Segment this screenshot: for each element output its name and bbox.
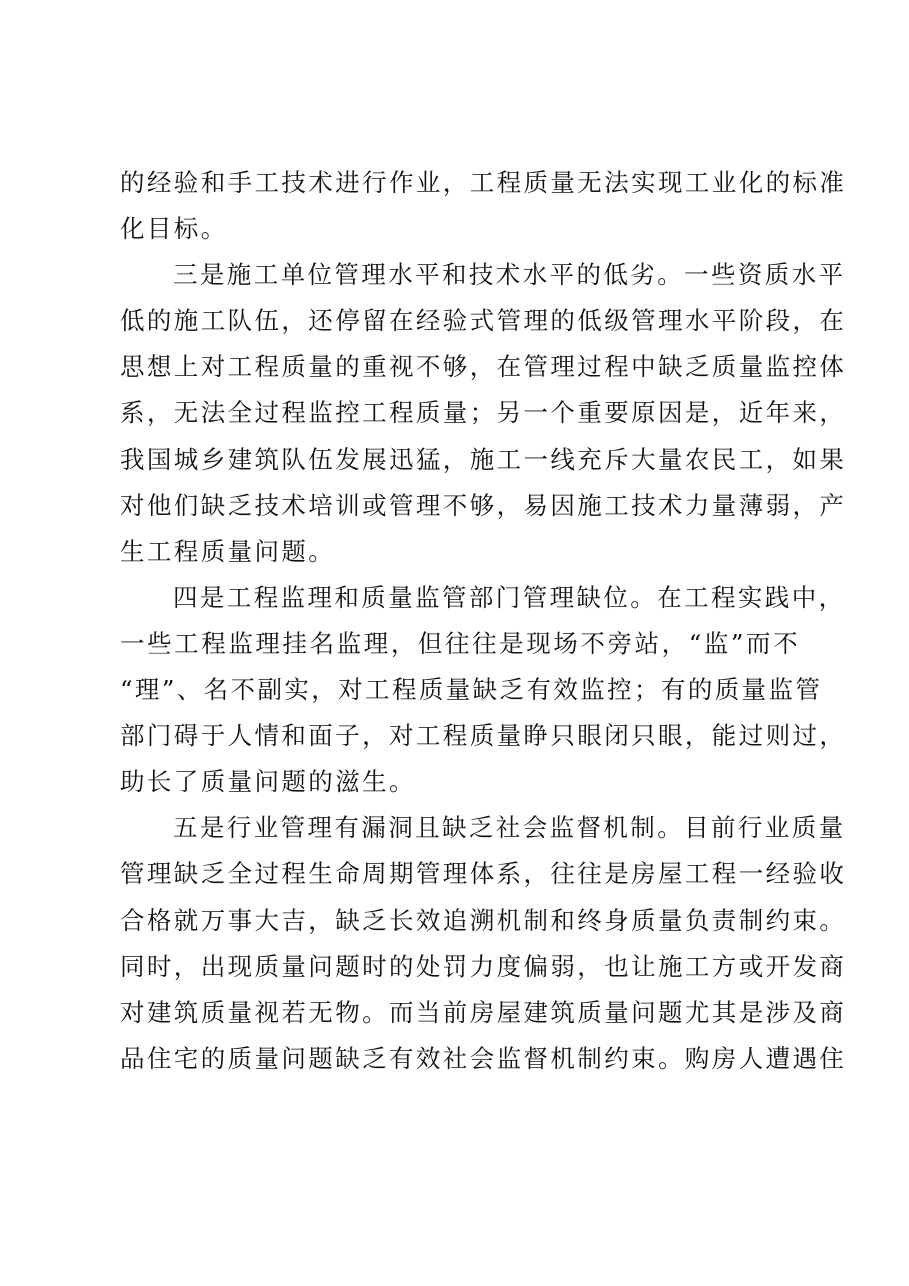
paragraph-continuation <box>120 160 847 252</box>
text-line: “理”、名不副实，对工程质量缺乏有效监控；有的质量监管 <box>120 675 823 705</box>
text-line: 品住宅的质量问题缺乏有效社会监督机制约束。购房人遭遇住 <box>120 1043 847 1073</box>
paragraph-point-three <box>120 252 847 575</box>
text-line: 管理缺乏全过程生命周期管理体系，往往是房屋工程一经验收 <box>120 859 847 889</box>
text-line: 四是工程监理和质量监管部门管理缺位。在工程实践中， <box>173 582 846 612</box>
text-line: 同时，出现质量问题时的处罚力度偏弱，也让施工方或开发商 <box>120 951 847 981</box>
text-line: 化目标。 <box>120 214 228 244</box>
text-line: 部门碍于人情和面子，对工程质量睁只眼闭只眼，能过则过， <box>120 721 847 751</box>
text-line: 思想上对工程质量的重视不够，在管理过程中缺乏质量监控体 <box>120 352 847 382</box>
text-line: 三是施工单位管理水平和技术水平的低劣。一些资质水平 <box>173 260 846 290</box>
text-line: 生工程质量问题。 <box>120 536 336 566</box>
text-line: 系，无法全过程监控工程质量；另一个重要原因是，近年来， <box>120 398 847 428</box>
text-line: 五是行业管理有漏洞且缺乏社会监督机制。目前行业质量 <box>173 813 846 843</box>
text-line: 我国城乡建筑队伍发展迅猛，施工一线充斥大量农民工，如果 <box>120 444 847 474</box>
paragraph-point-five <box>120 805 847 1082</box>
paragraph-point-four <box>120 575 847 805</box>
text-line: 一些工程监理挂名监理，但往往是现场不旁站，“监”而不 <box>120 628 800 658</box>
text-line: 合格就万事大吉，缺乏长效追溯机制和终身质量负责制约束。 <box>120 905 847 935</box>
text-line: 助长了质量问题的滋生。 <box>120 767 416 797</box>
text-line: 低的施工队伍，还停留在经验式管理的低级管理水平阶段，在 <box>120 306 847 336</box>
body-text <box>120 160 847 1082</box>
text-line: 对建筑质量视若无物。而当前房屋建筑质量问题尤其是涉及商 <box>120 997 847 1027</box>
text-line: 的经验和手工技术进行作业，工程质量无法实现工业化的标准 <box>120 168 847 197</box>
text-line: 对他们缺乏技术培训或管理不够，易因施工技术力量薄弱，产 <box>120 490 847 520</box>
